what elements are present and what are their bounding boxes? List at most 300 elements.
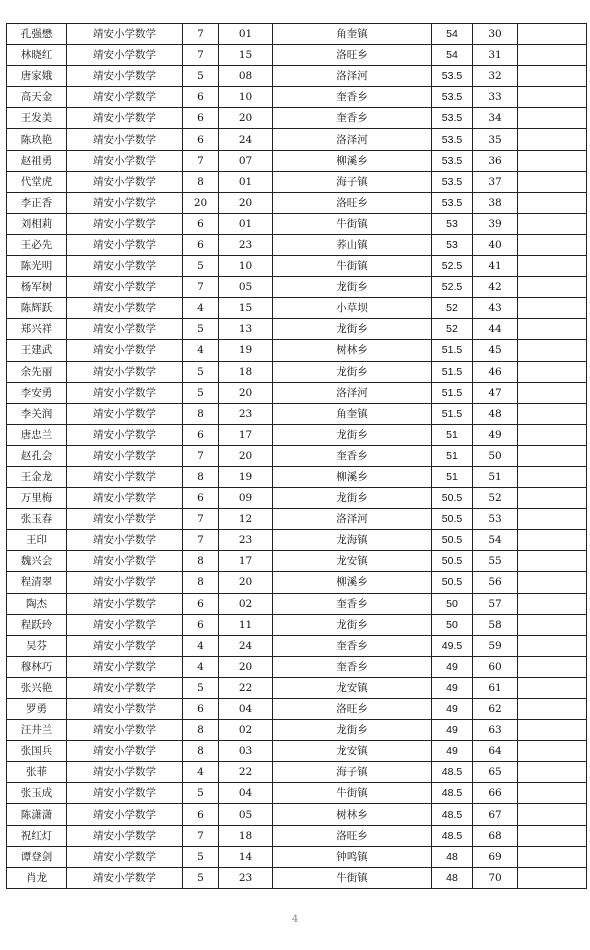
remark-cell <box>518 150 587 171</box>
table-row <box>7 382 587 403</box>
name-cell: 陈光明 <box>7 256 67 277</box>
score-cell: 49 <box>432 656 473 677</box>
town-cell: 洛旺乡 <box>273 825 432 846</box>
room-cell: 6 <box>183 593 219 614</box>
seat-cell: 17 <box>219 551 273 572</box>
table-row <box>7 488 587 509</box>
seat-cell: 23 <box>219 234 273 255</box>
rank-cell: 39 <box>473 213 518 234</box>
room-cell: 5 <box>183 319 219 340</box>
town-cell: 奎香乡 <box>273 87 432 108</box>
subject-cell: 靖安小学数学 <box>67 783 183 804</box>
town-cell: 奎香乡 <box>273 593 432 614</box>
rank-cell: 62 <box>473 699 518 720</box>
remark-cell <box>518 129 587 150</box>
town-cell: 奎香乡 <box>273 635 432 656</box>
subject-cell: 靖安小学数学 <box>67 192 183 213</box>
seat-cell: 15 <box>219 298 273 319</box>
table-row <box>7 319 587 340</box>
town-cell: 龙街乡 <box>273 614 432 635</box>
name-cell: 张国兵 <box>7 741 67 762</box>
table-row <box>7 298 587 319</box>
score-cell: 52.5 <box>432 256 473 277</box>
remark-cell <box>518 340 587 361</box>
table-row <box>7 24 587 45</box>
score-cell: 51 <box>432 445 473 466</box>
remark-cell <box>518 614 587 635</box>
table-row <box>7 256 587 277</box>
table-row <box>7 846 587 867</box>
town-cell: 牛街镇 <box>273 256 432 277</box>
subject-cell: 靖安小学数学 <box>67 382 183 403</box>
rank-cell: 54 <box>473 530 518 551</box>
subject-cell: 靖安小学数学 <box>67 572 183 593</box>
remark-cell <box>518 867 587 888</box>
name-cell: 程跃玲 <box>7 614 67 635</box>
seat-cell: 01 <box>219 24 273 45</box>
seat-cell: 14 <box>219 846 273 867</box>
remark-cell <box>518 677 587 698</box>
score-cell: 51.5 <box>432 403 473 424</box>
name-cell: 赵孔会 <box>7 445 67 466</box>
room-cell: 6 <box>183 804 219 825</box>
table-row <box>7 551 587 572</box>
seat-cell: 01 <box>219 213 273 234</box>
subject-cell: 靖安小学数学 <box>67 593 183 614</box>
room-cell: 4 <box>183 635 219 656</box>
remark-cell <box>518 277 587 298</box>
name-cell: 祝红灯 <box>7 825 67 846</box>
name-cell: 高天金 <box>7 87 67 108</box>
remark-cell <box>518 488 587 509</box>
table-row <box>7 867 587 888</box>
table-row <box>7 66 587 87</box>
score-cell: 51.5 <box>432 361 473 382</box>
seat-cell: 11 <box>219 614 273 635</box>
rank-cell: 53 <box>473 509 518 530</box>
seat-cell: 22 <box>219 762 273 783</box>
subject-cell: 靖安小学数学 <box>67 804 183 825</box>
seat-cell: 20 <box>219 445 273 466</box>
table-row <box>7 593 587 614</box>
remark-cell <box>518 593 587 614</box>
score-cell: 50.5 <box>432 551 473 572</box>
name-cell: 王金龙 <box>7 466 67 487</box>
rank-cell: 57 <box>473 593 518 614</box>
name-cell: 李安勇 <box>7 382 67 403</box>
seat-cell: 18 <box>219 825 273 846</box>
table-row <box>7 720 587 741</box>
subject-cell: 靖安小学数学 <box>67 488 183 509</box>
seat-cell: 19 <box>219 340 273 361</box>
table-row <box>7 340 587 361</box>
score-cell: 49 <box>432 699 473 720</box>
score-cell: 51 <box>432 466 473 487</box>
town-cell: 龙街乡 <box>273 319 432 340</box>
subject-cell: 靖安小学数学 <box>67 530 183 551</box>
room-cell: 7 <box>183 24 219 45</box>
town-cell: 角奎镇 <box>273 403 432 424</box>
room-cell: 7 <box>183 825 219 846</box>
table-row <box>7 424 587 445</box>
seat-cell: 07 <box>219 150 273 171</box>
rank-cell: 46 <box>473 361 518 382</box>
remark-cell <box>518 192 587 213</box>
table-row <box>7 783 587 804</box>
subject-cell: 靖安小学数学 <box>67 129 183 150</box>
score-cell: 51.5 <box>432 340 473 361</box>
room-cell: 5 <box>183 846 219 867</box>
rank-cell: 37 <box>473 171 518 192</box>
score-cell: 50.5 <box>432 572 473 593</box>
score-cell: 49.5 <box>432 635 473 656</box>
subject-cell: 靖安小学数学 <box>67 403 183 424</box>
subject-cell: 靖安小学数学 <box>67 213 183 234</box>
score-cell: 48 <box>432 867 473 888</box>
remark-cell <box>518 234 587 255</box>
score-cell: 48.5 <box>432 783 473 804</box>
town-cell: 洛泽河 <box>273 382 432 403</box>
room-cell: 8 <box>183 171 219 192</box>
table-row <box>7 762 587 783</box>
rank-cell: 38 <box>473 192 518 213</box>
seat-cell: 03 <box>219 741 273 762</box>
remark-cell <box>518 298 587 319</box>
remark-cell <box>518 783 587 804</box>
score-cell: 49 <box>432 741 473 762</box>
score-cell: 53 <box>432 234 473 255</box>
table-row <box>7 572 587 593</box>
remark-cell <box>518 403 587 424</box>
score-cell: 51 <box>432 424 473 445</box>
room-cell: 20 <box>183 192 219 213</box>
subject-cell: 靖安小学数学 <box>67 256 183 277</box>
table-row <box>7 213 587 234</box>
seat-cell: 12 <box>219 509 273 530</box>
score-cell: 50 <box>432 614 473 635</box>
rank-cell: 36 <box>473 150 518 171</box>
rank-cell: 70 <box>473 867 518 888</box>
seat-cell: 23 <box>219 867 273 888</box>
subject-cell: 靖安小学数学 <box>67 150 183 171</box>
subject-cell: 靖安小学数学 <box>67 445 183 466</box>
seat-cell: 05 <box>219 804 273 825</box>
town-cell: 牛街镇 <box>273 867 432 888</box>
table-row <box>7 530 587 551</box>
table-row <box>7 804 587 825</box>
town-cell: 洛泽河 <box>273 129 432 150</box>
seat-cell: 08 <box>219 66 273 87</box>
town-cell: 洛泽河 <box>273 509 432 530</box>
remark-cell <box>518 66 587 87</box>
rank-cell: 69 <box>473 846 518 867</box>
subject-cell: 靖安小学数学 <box>67 24 183 45</box>
room-cell: 6 <box>183 614 219 635</box>
name-cell: 陈辉跃 <box>7 298 67 319</box>
score-cell: 53.5 <box>432 108 473 129</box>
room-cell: 4 <box>183 656 219 677</box>
rank-cell: 67 <box>473 804 518 825</box>
name-cell: 陈潇潇 <box>7 804 67 825</box>
rank-cell: 34 <box>473 108 518 129</box>
subject-cell: 靖安小学数学 <box>67 45 183 66</box>
town-cell: 海子镇 <box>273 171 432 192</box>
name-cell: 王必先 <box>7 234 67 255</box>
town-cell: 树林乡 <box>273 804 432 825</box>
table-row <box>7 87 587 108</box>
score-cell: 52 <box>432 298 473 319</box>
table-row <box>7 361 587 382</box>
remark-cell <box>518 741 587 762</box>
score-cell: 53.5 <box>432 150 473 171</box>
table-row <box>7 741 587 762</box>
room-cell: 7 <box>183 45 219 66</box>
name-cell: 穆林巧 <box>7 656 67 677</box>
subject-cell: 靖安小学数学 <box>67 551 183 572</box>
remark-cell <box>518 424 587 445</box>
seat-cell: 02 <box>219 720 273 741</box>
table-row <box>7 129 587 150</box>
remark-cell <box>518 319 587 340</box>
seat-cell: 10 <box>219 87 273 108</box>
rank-cell: 52 <box>473 488 518 509</box>
subject-cell: 靖安小学数学 <box>67 87 183 108</box>
table-row <box>7 403 587 424</box>
town-cell: 海子镇 <box>273 762 432 783</box>
town-cell: 奎香乡 <box>273 656 432 677</box>
town-cell: 洛泽河 <box>273 66 432 87</box>
name-cell: 杨军树 <box>7 277 67 298</box>
seat-cell: 09 <box>219 488 273 509</box>
subject-cell: 靖安小学数学 <box>67 340 183 361</box>
remark-cell <box>518 256 587 277</box>
seat-cell: 20 <box>219 656 273 677</box>
remark-cell <box>518 24 587 45</box>
name-cell: 唐忠兰 <box>7 424 67 445</box>
room-cell: 6 <box>183 108 219 129</box>
score-cell: 54 <box>432 24 473 45</box>
name-cell: 万里梅 <box>7 488 67 509</box>
table-row <box>7 677 587 698</box>
score-cell: 50.5 <box>432 509 473 530</box>
seat-cell: 23 <box>219 403 273 424</box>
room-cell: 6 <box>183 424 219 445</box>
seat-cell: 22 <box>219 677 273 698</box>
town-cell: 洛旺乡 <box>273 45 432 66</box>
subject-cell: 靖安小学数学 <box>67 298 183 319</box>
subject-cell: 靖安小学数学 <box>67 108 183 129</box>
room-cell: 6 <box>183 699 219 720</box>
score-cell: 48.5 <box>432 804 473 825</box>
rank-cell: 40 <box>473 234 518 255</box>
town-cell: 洛旺乡 <box>273 699 432 720</box>
name-cell: 谭登剑 <box>7 846 67 867</box>
table-row <box>7 234 587 255</box>
town-cell: 柳溪乡 <box>273 572 432 593</box>
table-body <box>7 24 587 889</box>
rank-cell: 58 <box>473 614 518 635</box>
name-cell: 赵祖勇 <box>7 150 67 171</box>
seat-cell: 04 <box>219 783 273 804</box>
score-cell: 53.5 <box>432 171 473 192</box>
seat-cell: 17 <box>219 424 273 445</box>
name-cell: 李正香 <box>7 192 67 213</box>
town-cell: 龙街乡 <box>273 720 432 741</box>
room-cell: 6 <box>183 488 219 509</box>
town-cell: 龙街乡 <box>273 277 432 298</box>
name-cell: 王发美 <box>7 108 67 129</box>
rank-cell: 65 <box>473 762 518 783</box>
rank-cell: 45 <box>473 340 518 361</box>
score-cell: 52 <box>432 319 473 340</box>
score-table <box>6 23 587 889</box>
table-row <box>7 699 587 720</box>
subject-cell: 靖安小学数学 <box>67 867 183 888</box>
rank-cell: 61 <box>473 677 518 698</box>
rank-cell: 35 <box>473 129 518 150</box>
room-cell: 8 <box>183 551 219 572</box>
remark-cell <box>518 108 587 129</box>
room-cell: 6 <box>183 213 219 234</box>
town-cell: 龙安镇 <box>273 741 432 762</box>
subject-cell: 靖安小学数学 <box>67 614 183 635</box>
rank-cell: 68 <box>473 825 518 846</box>
town-cell: 龙海镇 <box>273 530 432 551</box>
rank-cell: 59 <box>473 635 518 656</box>
table-row <box>7 171 587 192</box>
remark-cell <box>518 445 587 466</box>
rank-cell: 30 <box>473 24 518 45</box>
remark-cell <box>518 530 587 551</box>
subject-cell: 靖安小学数学 <box>67 277 183 298</box>
room-cell: 7 <box>183 150 219 171</box>
name-cell: 余先丽 <box>7 361 67 382</box>
remark-cell <box>518 656 587 677</box>
remark-cell <box>518 466 587 487</box>
rank-cell: 44 <box>473 319 518 340</box>
table-row <box>7 108 587 129</box>
score-cell: 53.5 <box>432 87 473 108</box>
table-row <box>7 825 587 846</box>
room-cell: 5 <box>183 66 219 87</box>
remark-cell <box>518 551 587 572</box>
room-cell: 5 <box>183 677 219 698</box>
rank-cell: 43 <box>473 298 518 319</box>
rank-cell: 31 <box>473 45 518 66</box>
town-cell: 洛旺乡 <box>273 192 432 213</box>
seat-cell: 24 <box>219 129 273 150</box>
seat-cell: 20 <box>219 108 273 129</box>
subject-cell: 靖安小学数学 <box>67 466 183 487</box>
score-cell: 50 <box>432 593 473 614</box>
score-cell: 49 <box>432 720 473 741</box>
room-cell: 5 <box>183 382 219 403</box>
town-cell: 树林乡 <box>273 340 432 361</box>
remark-cell <box>518 213 587 234</box>
room-cell: 5 <box>183 867 219 888</box>
room-cell: 7 <box>183 445 219 466</box>
score-cell: 53.5 <box>432 192 473 213</box>
table-row <box>7 445 587 466</box>
room-cell: 7 <box>183 530 219 551</box>
table-row <box>7 635 587 656</box>
town-cell: 荞山镇 <box>273 234 432 255</box>
room-cell: 5 <box>183 361 219 382</box>
name-cell: 汪井兰 <box>7 720 67 741</box>
town-cell: 奎香乡 <box>273 445 432 466</box>
rank-cell: 60 <box>473 656 518 677</box>
room-cell: 4 <box>183 762 219 783</box>
remark-cell <box>518 45 587 66</box>
room-cell: 6 <box>183 129 219 150</box>
table-row <box>7 150 587 171</box>
seat-cell: 10 <box>219 256 273 277</box>
remark-cell <box>518 846 587 867</box>
room-cell: 7 <box>183 277 219 298</box>
town-cell: 龙安镇 <box>273 551 432 572</box>
room-cell: 4 <box>183 298 219 319</box>
rank-cell: 63 <box>473 720 518 741</box>
rank-cell: 49 <box>473 424 518 445</box>
room-cell: 8 <box>183 466 219 487</box>
score-cell: 48.5 <box>432 762 473 783</box>
score-cell: 50.5 <box>432 488 473 509</box>
subject-cell: 靖安小学数学 <box>67 656 183 677</box>
subject-cell: 靖安小学数学 <box>67 846 183 867</box>
subject-cell: 靖安小学数学 <box>67 699 183 720</box>
town-cell: 牛街镇 <box>273 783 432 804</box>
rank-cell: 32 <box>473 66 518 87</box>
rank-cell: 51 <box>473 466 518 487</box>
subject-cell: 靖安小学数学 <box>67 66 183 87</box>
seat-cell: 02 <box>219 593 273 614</box>
name-cell: 张兴艳 <box>7 677 67 698</box>
name-cell: 林晓红 <box>7 45 67 66</box>
remark-cell <box>518 635 587 656</box>
score-cell: 51.5 <box>432 382 473 403</box>
town-cell: 龙安镇 <box>273 677 432 698</box>
room-cell: 5 <box>183 783 219 804</box>
name-cell: 陈玖艳 <box>7 129 67 150</box>
seat-cell: 19 <box>219 466 273 487</box>
score-cell: 53.5 <box>432 129 473 150</box>
remark-cell <box>518 382 587 403</box>
room-cell: 6 <box>183 234 219 255</box>
score-cell: 53 <box>432 213 473 234</box>
subject-cell: 靖安小学数学 <box>67 720 183 741</box>
table-row <box>7 45 587 66</box>
table-row <box>7 277 587 298</box>
seat-cell: 05 <box>219 277 273 298</box>
remark-cell <box>518 825 587 846</box>
remark-cell <box>518 572 587 593</box>
remark-cell <box>518 804 587 825</box>
seat-cell: 01 <box>219 171 273 192</box>
seat-cell: 24 <box>219 635 273 656</box>
room-cell: 7 <box>183 509 219 530</box>
name-cell: 张玉春 <box>7 509 67 530</box>
town-cell: 角奎镇 <box>273 24 432 45</box>
seat-cell: 20 <box>219 192 273 213</box>
remark-cell <box>518 762 587 783</box>
room-cell: 8 <box>183 572 219 593</box>
town-cell: 钟鸣镇 <box>273 846 432 867</box>
name-cell: 郑兴祥 <box>7 319 67 340</box>
name-cell: 王印 <box>7 530 67 551</box>
page-number: 4 <box>291 914 299 925</box>
table-row <box>7 656 587 677</box>
seat-cell: 18 <box>219 361 273 382</box>
